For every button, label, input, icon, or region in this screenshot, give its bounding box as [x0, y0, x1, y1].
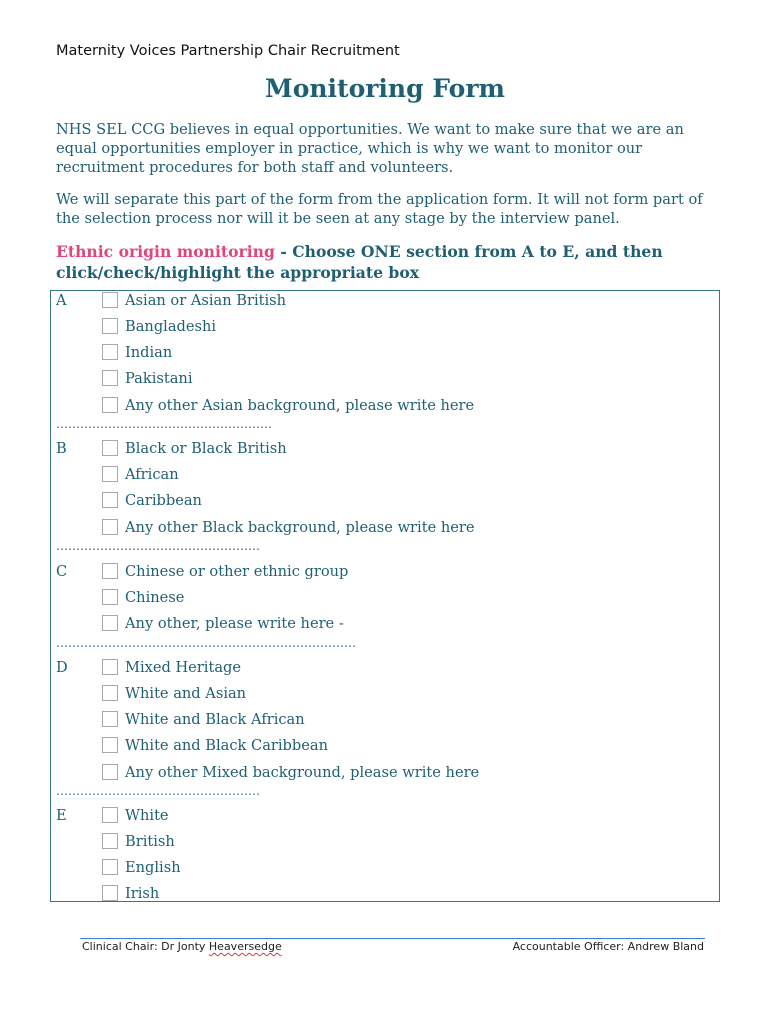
- option-mixed-heritage[interactable]: [102, 657, 241, 677]
- option-asian-or-asian-british[interactable]: [102, 290, 286, 310]
- write-in-line-asian[interactable]: ………………………………………………: [56, 417, 272, 431]
- option-english[interactable]: [102, 857, 181, 877]
- option-any-other-black[interactable]: [102, 517, 475, 537]
- checkbox[interactable]: [102, 318, 118, 334]
- footer-divider: [80, 938, 705, 939]
- footer-clinical-chair-name: Heaversedge: [208, 940, 282, 953]
- option-label: Irish: [125, 884, 160, 902]
- option-label: White: [125, 806, 169, 824]
- option-label: Caribbean: [125, 491, 202, 509]
- option-label: African: [125, 465, 179, 483]
- checkbox[interactable]: [102, 519, 118, 535]
- checkbox[interactable]: [102, 589, 118, 605]
- option-label: Black or Black British: [125, 439, 287, 457]
- option-label: Chinese: [125, 588, 185, 606]
- separation-note: We will separate this part of the form from the application form. It will not form part of the selection process nor will it be seen at any stage by the interview panel.: [56, 191, 703, 227]
- checkbox[interactable]: [102, 737, 118, 753]
- checkbox[interactable]: [102, 615, 118, 631]
- page-title: Monitoring Form: [265, 74, 505, 103]
- ethnic-heading-instructions: - Choose ONE section from A to E, and then click/check/highlight the appropriate box: [56, 242, 663, 282]
- option-irish[interactable]: [102, 883, 159, 903]
- checkbox[interactable]: [102, 711, 118, 727]
- option-label: English: [125, 858, 181, 876]
- option-white-and-asian[interactable]: [102, 683, 246, 703]
- checkbox[interactable]: [102, 764, 118, 780]
- checkbox[interactable]: [102, 466, 118, 482]
- option-white-and-black-african[interactable]: [102, 709, 305, 729]
- write-in-line-other[interactable]: …………………………………………………………………: [56, 636, 356, 650]
- checkbox[interactable]: [102, 685, 118, 701]
- checkbox[interactable]: [102, 370, 118, 386]
- checkbox[interactable]: [102, 397, 118, 413]
- option-label: Asian or Asian British: [125, 291, 287, 309]
- option-any-other-asian[interactable]: [102, 395, 474, 415]
- option-label: Any other Asian background, please write here: [125, 396, 475, 414]
- checkbox[interactable]: [102, 292, 118, 308]
- option-white-and-black-caribbean[interactable]: [102, 735, 328, 755]
- section-c-letter: C: [56, 563, 68, 580]
- option-bangladeshi[interactable]: [102, 316, 216, 336]
- option-label: White and Black Caribbean: [125, 736, 328, 754]
- footer-accountable-officer: Accountable Officer: Andrew Bland: [512, 940, 704, 953]
- option-chinese[interactable]: [102, 587, 184, 607]
- option-caribbean[interactable]: [102, 490, 202, 510]
- ethnic-heading: [56, 241, 736, 283]
- checkbox[interactable]: [102, 807, 118, 823]
- write-in-line-mixed[interactable]: ……………………………………………: [56, 784, 260, 798]
- section-a-letter: A: [56, 292, 67, 309]
- option-label: British: [125, 832, 175, 850]
- option-label: Mixed Heritage: [125, 658, 242, 676]
- checkbox[interactable]: [102, 859, 118, 875]
- option-chinese-or-other[interactable]: [102, 561, 348, 581]
- ethnic-heading-highlight: Ethnic origin monitoring: [56, 242, 275, 261]
- option-label: Chinese or other ethnic group: [125, 562, 349, 580]
- option-label: White and Asian: [125, 684, 247, 702]
- option-any-other-ethnic[interactable]: [102, 613, 344, 633]
- option-black-or-black-british[interactable]: [102, 438, 287, 458]
- checkbox[interactable]: [102, 885, 118, 901]
- option-any-other-mixed[interactable]: [102, 762, 479, 782]
- option-british[interactable]: [102, 831, 175, 851]
- document-header: Maternity Voices Partnership Chair Recruitment: [56, 43, 400, 59]
- option-label: Any other, please write here -: [125, 614, 344, 632]
- footer-clinical-chair: [82, 940, 282, 953]
- footer-clinical-chair-label: Clinical Chair: Dr Jonty: [82, 940, 209, 953]
- checkbox[interactable]: [102, 344, 118, 360]
- checkbox[interactable]: [102, 833, 118, 849]
- option-white[interactable]: [102, 805, 169, 825]
- checkbox[interactable]: [102, 563, 118, 579]
- section-d-letter: D: [56, 659, 68, 676]
- option-label: Any other Black background, please write here: [125, 518, 475, 536]
- option-label: Bangladeshi: [125, 317, 217, 335]
- section-b-letter: B: [56, 440, 67, 457]
- option-african[interactable]: [102, 464, 179, 484]
- intro-paragraph: NHS SEL CCG believes in equal opportunities. We want to make sure that we are an equal opportunities employer in practice, which is why we want to monitor our recruitment procedures for both staff and volunteers.: [56, 121, 684, 176]
- checkbox[interactable]: [102, 440, 118, 456]
- write-in-line-black[interactable]: ……………………………………………: [56, 539, 260, 553]
- checkbox[interactable]: [102, 659, 118, 675]
- option-label: Any other Mixed background, please write here: [125, 763, 480, 781]
- section-e-letter: E: [56, 807, 67, 824]
- option-label: White and Black African: [125, 710, 305, 728]
- option-label: Indian: [125, 343, 173, 361]
- option-indian[interactable]: [102, 342, 172, 362]
- option-label: Pakistani: [125, 369, 193, 387]
- checkbox[interactable]: [102, 492, 118, 508]
- option-pakistani[interactable]: [102, 368, 193, 388]
